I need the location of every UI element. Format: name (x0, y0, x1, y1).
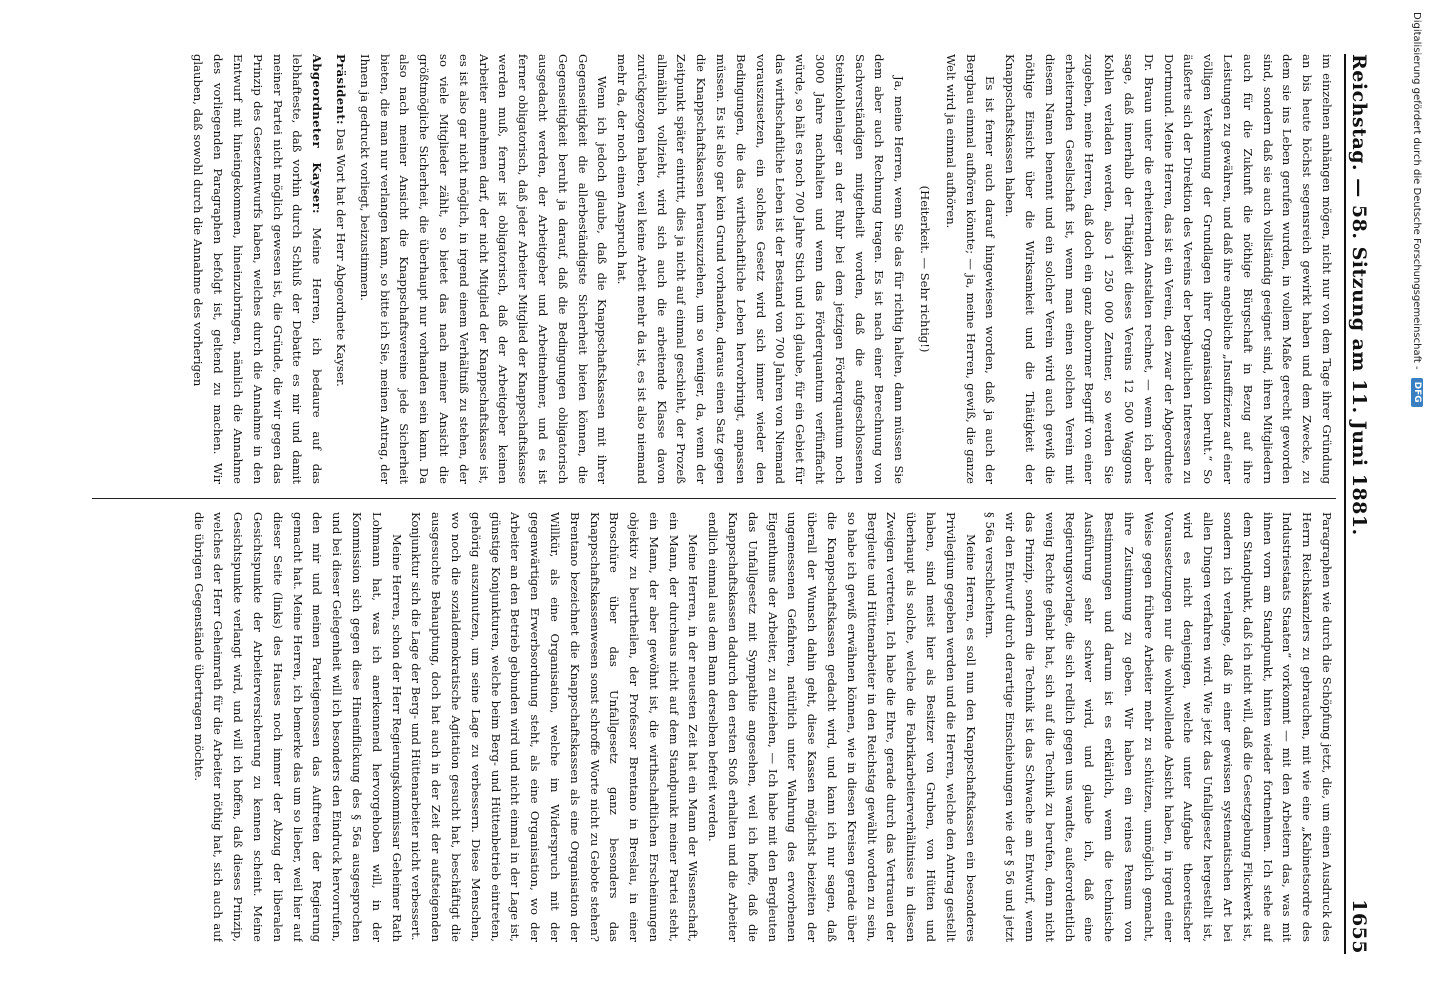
speaker-name: Abgeordneter Kayser: (310, 54, 325, 214)
paragraph: im einzelnen anhängen mögen, nicht nur von dem Tage ihrer Gründung an bis heute höchst segensreich gewirkt haben und dem Zwecke, zu dem sie ins Leben gerufen wurden, in vollem Maße gerecht geworden sind, sondern daß sie auch vollständig geeignet sind, ihren Mitgliedern auch für die Zukunft die nöthige Bürgschaft in Bezug auf ihre Leistungen zu gewähren, und daß ihre angebliche „Insuffizienz auf einer völligen Verkennung der Grundlagen ihrer Organisation beruht.“ So äußerte sich der Direktion des Vereins der bergbaulichen Interessen zu Dortmund. Meine Herren, das ist ein Verein, den zwar der Abgeordnete Dr. Braun unter die erheiternden Anstalten rechnet, — wenn ich aber sage, daß innerhalb der Thätigkeit dieses Vereins 12 500 Waggons Kohlen verladen werden, also 1 250 000 Zentner, so werden Sie zugeben, meine Herren, daß doch ein ganz abnormer Begriff von einer erheiternden Gesellschaft ist, wenn man einen solchen Verein mit diesem Namen benennt und ein solcher Verein wird auch gewiß die nöthige Einsicht über die Wirksamkeit und die Thätigkeit der Knappschaftskassen haben. (1003, 54, 1334, 484)
right-column (72, 512, 1336, 942)
paragraph: Meine Herren, in der neuesten Zeit hat ein Mann der Wissenschaft, ein Mann, der durchaus nicht auf dem Standpunkt meiner Partei steht, ein Mann, der aber gewöhnt ist, die wirthschaftlichen Erscheinungen objektiv zu beurtheilen, der Professor Brentano in Breslau, in einer Broschüre über das Unfallgesetz ganz besonders das Knappschaftskassenwesen sonst schroffe Worte nicht zu Gebote stehen? Brentano bezeichnet die Knappschaftskassen als eine Organisation der Willkür, als eine Organisation, welche im Widerspruch mit der gegenwärtigen Erwerbsordnung steht, als eine Organisation, wo der Arbeiter an den Betrieb gebunden wird und nicht einmal in der Lage ist, günstige Konjunkturen, welche beim Berg- und Hüttenbetrieb eintreten, gehörig auszunutzen, um seine Lage zu verbessern. Diese Menschen, wo noch die sozialdemokratische Agitation gesucht hat, beschäftigt die ausgesuchte Behauptung, doch hat auch in der Zeit der aufsteigenden Konjunktur sich die Lage der Berg- und Hüttenarbeiter nicht verbessert. (409, 512, 701, 942)
paragraph: Es ist ferner auch darauf hingewiesen worden, daß ja auch der Bergbau einmal aufhören könnte; — ja, meine Herren, gewiß, die ganze Welt wird ja einmal aufhören. (943, 54, 998, 484)
paragraph: Meine Herren, es soll nun den Knappschaftskassen ein besonderes Privilegium gegeben werden und die Herren, welche den Antrag gestellt haben, sind meist hier als Besitzer von Gruben, von Hütten und überhaupt als solche, welche die Fabrikarbeiterverhältnisse in diesen Zweigen vertreten. Ich habe die Ehre, gerade durch das Vertrauen der Bergleute und Hüttenarbeiter in den Reichstag gewählt worden zu sein, so habe ich gewiß erwähnen können, wie in diesen Kreisen gerade über die Knappschaftskassen gedacht wird, und kann ich nur sagen, daß überall der Wunsch dahin geht, diese Kassen möglichst beizeiten der ungemessenen Gefahren, natürlich unter Wahrung des erworbenen Eigenthums der Arbeiter, zu entziehen, — Ich habe mit den Bergleuten das Unfallgesetz mit Sympathie angesehen, weil ich hoffe, daß die Knappschaftskassen dadurch den ersten Stoß erhalten und die Arbeiter endlich einmal aus dem Bann derselben befreit werden. (706, 512, 978, 942)
dfg-stamp (1404, 12, 1430, 988)
page-number: 1655 (1348, 899, 1370, 954)
speaker-paragraph (188, 54, 327, 484)
paragraph: Paragraphen wie durch die Schöpfung jetzt, die, um einen Ausdruck des Herrn Reichskanzlers zu gebrauchen, mit wie eine „Kabinetsordre des Industriestaats Staaten“ vorkommt — mit den Arbeitern das, was mit ihnen vorn am Standpunkt, hinten wieder fortnehmen. Ich stehe auf dem Standpunkt, daß ich nicht will, daß die Gesetzgebung Flickwerk ist, sondern ich verlange, daß in einer gewissen systematischen Art bei allen Dingen verfahren wird. Wie jetzt das Unfallgesetz hergestellt ist, wird es nicht denjenigen, welche unter Aufgabe theoretischer Voraussetzungen nur die wohlwollende Absicht haben, in irgend einer Weise gegen frühere Arbeiter mehr zu schützen, unmöglich gemacht, ihre Zustimmung zu geben. Wir haben ein reines Pensum von Bestimmungen und darum ist es erklärlich, wenn die technische Ausführung sehr schwer wird, und glaube ich, daß eine Regierungsvorlage, die sich redlich gegen uns wandte, außerordentlich wenig Rechte gehabt hat, sich auf die Technik zu berufen, denn nicht das Prinzip, sondern die Technik ist das Schwache am Entwurf, wenn wir den Entwurf durch derartige Einschiebungen wie der § 56 und jetzt § 56a verschlechtern. (983, 512, 1334, 942)
left-column (72, 54, 1336, 484)
rotated-page (72, 54, 1372, 954)
paragraph: Wenn ich jedoch glaube, daß die Knappschaftskassen mit ihrer Gegenseitigkeit die allerbeständigste Sicherheit bieten können, die Gegenseitigkeit beruht ja darauf, daß die Bedingungen obligatorisch ausgedacht werden, der Arbeitgeber und Arbeitnehmer, und es ist ferner obligatorisch, daß jeder Arbeiter Mitglied der Knappschaftskasse werden muß, ferner ist obligatorisch, daß der Arbeitgeber keinen Arbeiter annehmen darf, der nicht Mitglied der Knappschaftskasse ist, es ist also gar nicht möglich, in irgend einem Verhältniß zu stehen, der so viele Mitglieder zählt, so bietet das nach meiner Ansicht die größtmögliche Sicherheit, die überhaupt nur vorhanden sein kann. Da also nach meiner Ansicht die Knappschaftsvereine jede Sicherheit bieten, die man nur verlangen kann, so bitte ich Sie, meinen Antrag, der Ihnen ja gedruckt vorliegt, beizustimmen. (357, 54, 610, 484)
speech-text: Meine Herren, ich bedaure auf das lebhafteste, daß vorhin durch Schluß der Debatte es mir und damit meiner Partei nicht möglich gewesen ist, die Gründe, die wir gegen das Prinzip des Gesetzentwurfs haben, welches durch die Annahme in den Entwurf mit hineingekommen, hineinzubringen, nämlich die Annahme des vorliegenden Paragraphen befolgt ist, geltend zu machen. Wir glauben, daß sowohl durch die Annahme des vorherigen (191, 54, 325, 484)
column-divider (92, 498, 1336, 499)
speaker-paragraph (330, 54, 350, 484)
dfg-logo: DFG (1411, 378, 1423, 407)
scanned-page-area (72, 54, 1372, 954)
page-header (1344, 54, 1372, 954)
paragraph: Ja, meine Herren, wenn Sie das für richtig halten, dann müssen Sie dem aber auch Rechnung tragen. Es ist nach einer Berechnung von Sachverständigen mitgetheilt worden, daß die aufgeschlossenen Steinkohlenlager an der Ruhr bei dem jetzigen Förderquantum noch 3000 Jahre nachhalten und wenn das Förderquantum verfünffacht würde, so hält es noch 700 Jahre Stich und ich glaube, für ein Gebiet für das wirthschaftliche Leben ist der Bestand von 700 Jahren von Niemand vorauszusetzen, ein solches Gesetz wird sich immer wieder den Bedingungen, die das wirthschaftliche Leben hervorbringt, anpassen müssen. Es ist also gar kein Grund vorhanden, daraus einen Satz gegen die Knappschaftskassen herauszuziehen, um so weniger, da, wenn der Zeitpunkt später eintritt, dies ja nicht auf einmal geschieht, der Prozeß allmählich vollzieht, wird sich auch die arbeitende Klasse davon zurückgezogen haben, weil keine Arbeit mehr da ist, es ist also niemand mehr da, der noch einen Anspruch hat. (615, 54, 907, 484)
interjection: (Heiterkeit. — Sehr richtig!) (918, 185, 933, 353)
speech-text: Das Wort hat der Herr Abgeordnete Kayser. (333, 124, 348, 387)
header-title: Reichstag. — 58. Sitzung am 11. Juni 1881. (1348, 54, 1370, 536)
paragraph: Meine Herren, schon der Herr Regierungskommissar Geheimer Rath Lohmann hat, was ich anerkennend hervorgehoben will, in der Kommission sich gegen diese Hineinflickung des § 56a ausgesprochen und bei dieser Gelegenheit will ich besonders den Eindruck hervorrufen, den mir und meinen Parteigenossen das Auftreten der Regierung gemacht hat. Meine Herren, ich bemerke das um so lieber, weil hier auf dieser Seite (links) des Hauses noch immer der Abzug der liberalen Gesichtspunkte der Arbeiterversicherung zu kennen scheint. Meine Gesichtspunkte verlangt wird, und will ich hoffen, daß dieses Prinzip, welches der Herr Geheimrath für die Arbeiter nöthig hat, sich auch auf die übrigen Gegenstände übertragen möchte. (191, 512, 404, 942)
stamp-text: Digitalisierung gefördert durch die Deutsche Forschungsgemeinschaft - (1411, 12, 1423, 370)
speaker-name: Präsident: (333, 54, 348, 125)
